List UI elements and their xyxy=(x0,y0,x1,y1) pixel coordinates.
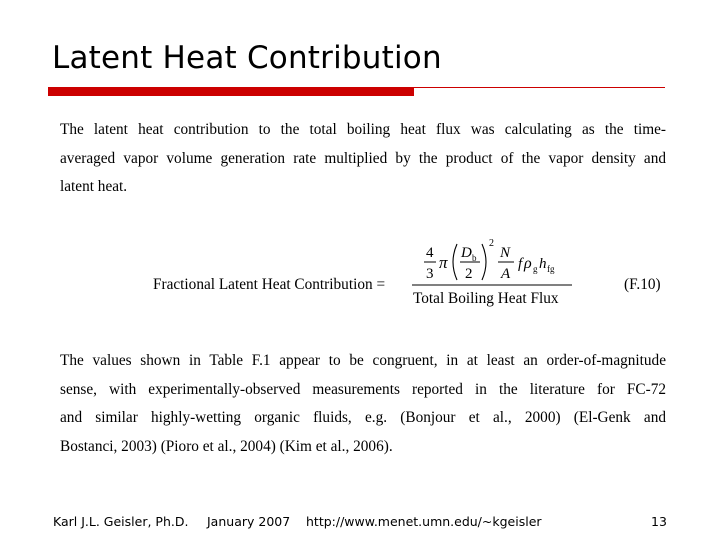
footer-date: January 2007 xyxy=(207,514,291,529)
eq-d: D xyxy=(461,245,472,261)
results-line-4: Bostanci, 2003) (Pioro et al., 2004) (Kim et al., 2006). xyxy=(60,437,393,455)
eq-two: 2 xyxy=(465,266,473,282)
results-paragraph xyxy=(60,347,666,461)
intro-line-1: The latent heat contribution to the total boiling heat flux was calculating as the time- xyxy=(60,121,666,138)
footer-url[interactable]: http://www.menet.umn.edu/~kgeisler xyxy=(306,514,542,529)
eq-f: f xyxy=(518,256,523,272)
intro-line-3: latent heat. xyxy=(60,178,128,195)
eq-a: A xyxy=(501,266,511,282)
eq-n: N xyxy=(500,245,511,261)
slide-title: Latent Heat Contribution xyxy=(52,40,442,76)
results-line-1: The values shown in Table F.1 appear to be congruent, in at least an order-of-magnitude xyxy=(60,352,666,369)
eq-three: 3 xyxy=(426,266,434,282)
equation-label: Fractional Latent Heat Contribution = xyxy=(153,276,386,293)
eq-h-sub-fg: fg xyxy=(547,264,555,274)
eq-right-paren xyxy=(482,244,486,280)
eq-four: 4 xyxy=(426,245,434,261)
results-line-2: sense, with experimentally-observed measurements reported in the literature for FC-72 xyxy=(60,380,666,398)
page-number: 13 xyxy=(651,514,667,529)
intro-paragraph xyxy=(60,116,666,202)
intro-line-2: averaged vapor volume generation rate multiplied by the product of the vapor density and xyxy=(60,149,666,167)
equation-number: (F.10) xyxy=(624,276,661,293)
title-underline-thick xyxy=(48,87,414,96)
eq-rho: ρ xyxy=(524,255,532,272)
results-line-3: and similar highly-wetting organic fluids, e.g. (Bonjour et al., 2000) (El-Genk and xyxy=(60,409,666,426)
eq-rho-sub-g: g xyxy=(533,264,538,274)
eq-denominator: Total Boiling Heat Flux xyxy=(413,290,559,307)
eq-pi: π xyxy=(439,253,448,272)
footer-author: Karl J.L. Geisler, Ph.D. xyxy=(53,514,189,529)
eq-h: h xyxy=(539,256,547,272)
title-underline-thin xyxy=(414,87,665,88)
eq-d-sub-b: b xyxy=(472,253,477,263)
eq-exponent-two: 2 xyxy=(489,238,494,249)
eq-left-paren xyxy=(453,244,457,280)
latent-heat-equation xyxy=(400,232,590,312)
